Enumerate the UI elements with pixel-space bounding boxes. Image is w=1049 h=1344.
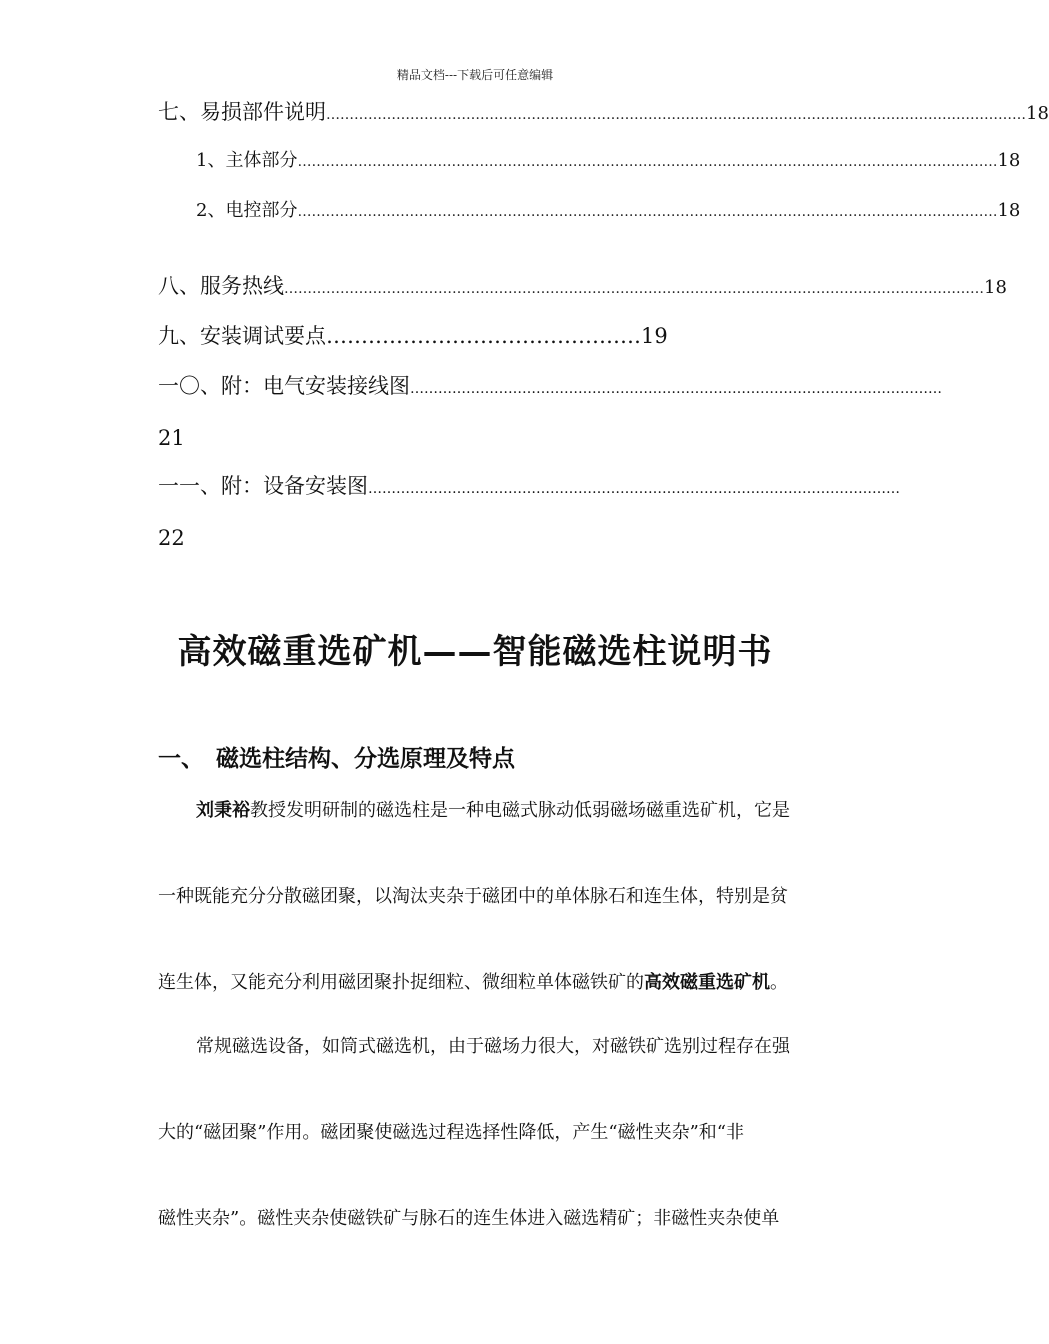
toc-item-8[interactable] [158, 270, 1007, 300]
paragraph-line [158, 968, 832, 994]
toc-label: 一一、附：设备安装图 [158, 474, 368, 498]
toc-page-number: 21 [158, 426, 185, 450]
toc-leader-dots: …………………………………………………………………………………………………… [410, 381, 942, 397]
section-number: 一、 [158, 745, 204, 772]
toc-label: 八、服务热线 [158, 274, 284, 298]
paragraph-line: 磁性夹杂”。磁性夹杂使磁铁矿与脉石的连生体进入磁选精矿；非磁性夹杂使单 [158, 1208, 780, 1229]
toc-leader-dots: …………………………………………………………………………………………………………………………………… [297, 204, 998, 220]
toc-label: 九、安装调试要点 [158, 324, 326, 348]
author-name: 刘秉裕 [196, 800, 250, 821]
section-heading-text: 磁选柱结构、分选原理及特点 [216, 745, 515, 772]
emphasis-text: 高效磁重选矿机 [644, 972, 770, 993]
paragraph-text: 。 [770, 972, 788, 993]
paragraph-line [158, 796, 832, 822]
toc-page-number: 18 [1026, 103, 1049, 124]
toc-leader-dots: …………………………………………………………………………………………………………………………………… [326, 107, 1026, 123]
toc-item-11[interactable] [158, 470, 900, 550]
toc-leader-dots: ……………………………………… [326, 324, 641, 348]
paragraph-text: 教授发明研制的磁选柱是一种电磁式脉动低弱磁场磁重选矿机，它是 [250, 800, 790, 821]
toc-label: 七、易损部件说明 [158, 100, 326, 124]
toc-label: 一〇、附：电气安装接线图 [158, 374, 410, 398]
paragraph-line: 常规磁选设备，如筒式磁选机，由于磁场力很大，对磁铁矿选别过程存在强 [196, 1036, 790, 1057]
toc-label: 2、电控部分 [196, 200, 298, 221]
toc-page-number: 22 [158, 526, 185, 550]
toc-leader-dots: …………………………………………………………………………………………………………………………………… [284, 281, 984, 297]
toc-label: 1、主体部分 [196, 150, 298, 171]
toc-page-number: 18 [984, 277, 1007, 298]
toc-item-7-1[interactable] [196, 146, 1021, 172]
paragraph-1 [158, 796, 832, 994]
page-header: 精品文档---下载后可任意编辑 [396, 68, 554, 82]
toc-page-number: 19 [641, 324, 668, 348]
toc-item-7-2[interactable] [196, 196, 1021, 222]
toc-item-9[interactable] [158, 320, 668, 350]
document-title: 高效磁重选矿机——智能磁选柱说明书 [177, 632, 773, 672]
paragraph-2 [158, 1032, 832, 1230]
paragraph-line: 一种既能充分分散磁团聚，以淘汰夹杂于磁团中的单体脉石和连生体，特别是贫 [158, 886, 788, 907]
section-heading-1 [158, 740, 515, 773]
paragraph-line: 大的“磁团聚”作用。磁团聚使磁选过程选择性降低，产生“磁性夹杂”和“非 [158, 1122, 745, 1143]
toc-item-10[interactable] [158, 370, 942, 450]
toc-leader-dots: …………………………………………………………………………………………………………………………………… [297, 154, 998, 170]
toc-item-7[interactable] [158, 96, 1049, 126]
toc-leader-dots: …………………………………………………………………………………………………… [368, 481, 900, 497]
paragraph-text: 连生体，又能充分利用磁团聚扑捉细粒、微细粒单体磁铁矿的 [158, 972, 644, 993]
toc-page-number: 18 [997, 200, 1021, 221]
toc-page-number: 18 [997, 150, 1021, 171]
